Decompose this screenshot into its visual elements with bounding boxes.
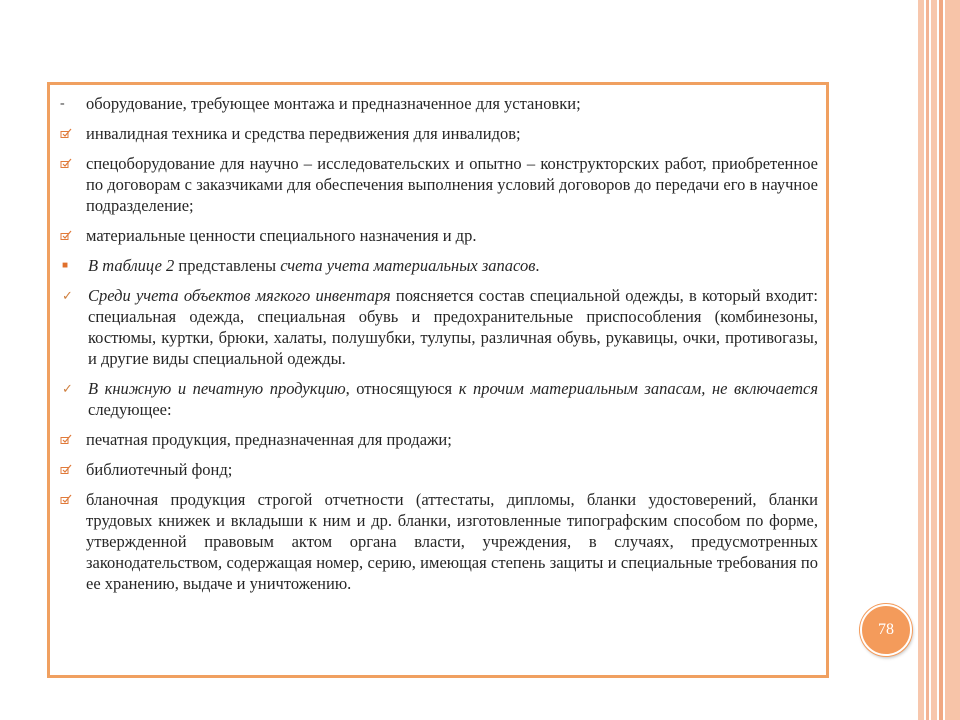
list-item (60, 489, 818, 594)
list-item-text: материальные ценности специального назначения и др. (86, 226, 477, 245)
italic-text: счета учета материальных запасов (280, 256, 536, 275)
checkbox-bullet-icon (60, 464, 73, 475)
checkbox-bullet (60, 123, 86, 144)
page-number: 78 (878, 621, 894, 638)
checkbox-bullet-icon (60, 128, 73, 139)
checkbox-bullet (60, 225, 86, 246)
plain-text: поясняется состав специальной одежды, в который входит: специальная одежда, специальная обувь и предохранительные приспособления (комбинезоны, костюмы, куртки, брюки, халаты, полушубки, тулупы, различная обувь, рукавицы, очки, противогазы, и другие виды специальной одежды. (88, 286, 818, 368)
check-bullet-icon: ✓ (62, 288, 73, 303)
list-item-text: инвалидная техника и средства передвижения для инвалидов; (86, 124, 521, 143)
decor-stripe (931, 0, 937, 720)
square-bullet-icon: ■ (62, 260, 69, 271)
list-item (60, 93, 818, 114)
italic-text: В таблице 2 (88, 256, 175, 275)
list-item-text (88, 255, 818, 276)
italic-text: Среди учета объектов мягкого инвентаря (88, 286, 391, 305)
content-box (47, 82, 829, 678)
decor-stripe (945, 0, 960, 720)
list-item (60, 285, 818, 369)
checkbox-bullet (60, 153, 86, 174)
plain-text: . (535, 256, 540, 275)
list-item-text (88, 378, 818, 420)
plain-text: представлены (174, 256, 281, 275)
checkbox-bullet-icon (60, 158, 73, 169)
list-item (60, 429, 818, 450)
list-item-text: спецоборудование для научно – исследовательских и опытно – конструкторских работ, приобретенное по договорам с заказчиками для обеспечения выполнения условий договоров до передачи его в научное подразделение; (86, 154, 818, 215)
checkbox-bullet (60, 429, 86, 450)
list-item-text: оборудование, требующее монтажа и предназначенное для установки; (86, 94, 581, 113)
checkbox-bullet-icon (60, 434, 73, 445)
plain-text: , относящуюся (345, 379, 459, 398)
checkbox-bullet (60, 459, 86, 480)
list-item (60, 123, 818, 144)
checkbox-bullet (60, 489, 86, 510)
decor-stripe (918, 0, 924, 720)
check-bullet-icon: ✓ (62, 381, 73, 396)
list-item-text (88, 285, 818, 369)
list-item-text: библиотечный фонд; (86, 460, 233, 479)
list-item-text: бланочная продукция строгой отчетности (аттестаты, дипломы, бланки удостоверений, бланки трудовых книжек и вкладыши к ним и др. бланки, изготовленные типографским способом по форме, утвержденной правовым актом органа власти, учреждения, в случаях, предусмотренных законодательством, содержащая номер, серию, имеющая степень защиты и специальные требования по ее хранению, выдаче и уничтожению. (86, 490, 818, 593)
decor-stripe (926, 0, 929, 720)
plain-text: следующее: (88, 400, 172, 419)
list-item (60, 459, 818, 480)
list-item-text: печатная продукция, предназначенная для продажи; (86, 430, 452, 449)
checkbox-bullet-icon (60, 494, 73, 505)
list-item (60, 378, 818, 420)
list-item (60, 225, 818, 246)
dash-bullet-icon: - (60, 96, 65, 111)
italic-text: В книжную и печатную продукцию (88, 379, 346, 398)
decor-stripe (939, 0, 943, 720)
list-item (60, 153, 818, 216)
page-number-badge (860, 604, 912, 656)
list-item (60, 255, 818, 276)
checkbox-bullet-icon (60, 230, 73, 241)
italic-text: к прочим материальным запасам, не включается (458, 379, 818, 398)
